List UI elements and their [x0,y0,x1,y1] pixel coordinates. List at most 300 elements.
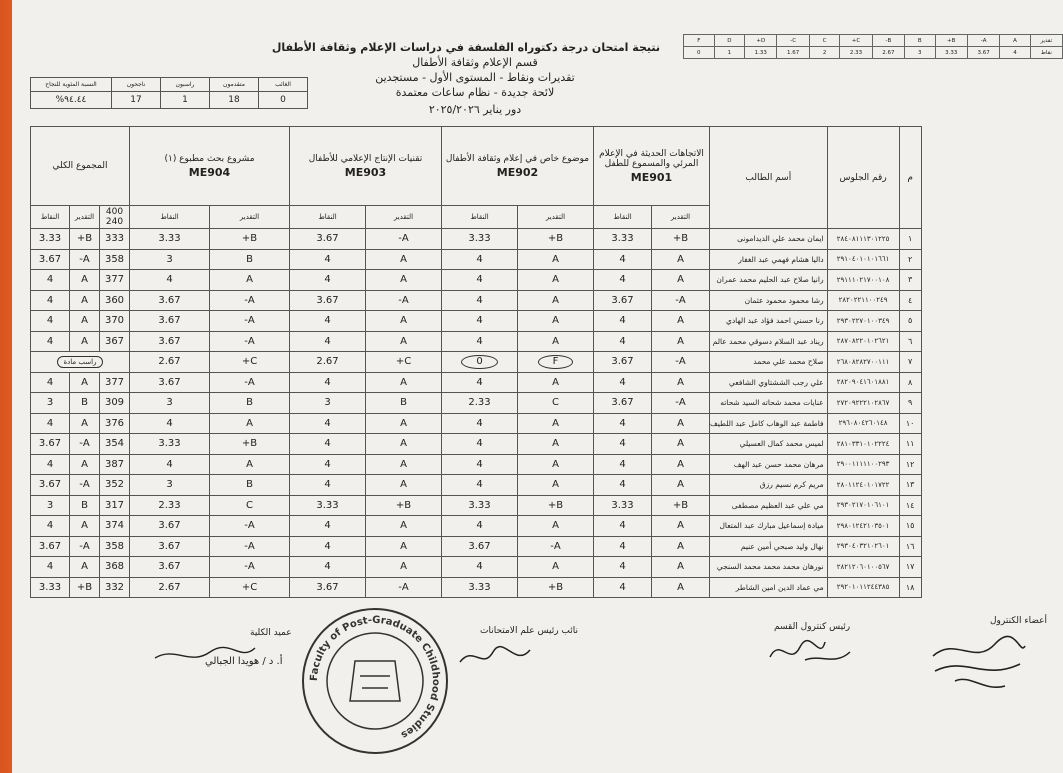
grade-me904: B [210,393,290,414]
total-points: 4 [31,413,70,434]
total-grade: B [70,495,100,516]
seat-number: ٢٨٤٠٨١١١٣٠١٢٢٥ [827,229,899,250]
grade-key-points: 2.33 [840,47,872,59]
table-row [31,393,922,414]
row-number: ١ [899,229,921,250]
points-me903: 4 [290,311,366,332]
total-score: 377 [100,270,130,291]
grade-me901: A [652,372,710,393]
total-score: 374 [100,516,130,537]
grade-me901: B+ [652,229,710,250]
grade-me901: A [652,434,710,455]
grade-me904: B [210,475,290,496]
points-me902: 3.33 [442,577,518,598]
grade-me903: A [366,413,442,434]
points-me903: 3.33 [290,495,366,516]
points-me901: 4 [594,454,652,475]
total-grade: B+ [70,577,100,598]
points-me902: 2.33 [442,393,518,414]
grade-key-points: 0 [684,47,715,59]
row-number: ٣ [899,270,921,291]
stats-header: متقدمون [210,78,259,92]
grade-me904: A [210,413,290,434]
points-me902: 4 [442,249,518,270]
grade-me903: A [366,557,442,578]
points-me903: 4 [290,536,366,557]
grade-me902: C [518,393,594,414]
points-me904: 3.67 [130,536,210,557]
points-me904: 3 [130,475,210,496]
points-me903: 4 [290,557,366,578]
grade-me901: A- [652,352,710,373]
grade-me904: B [210,249,290,270]
grade-me903: A- [366,229,442,250]
row-number: ١٨ [899,577,921,598]
student-name: عنايات محمد شحاته السيد شحاته [710,393,828,414]
student-name: نورهان محمد محمد محمد السنجي [710,557,828,578]
grade-me902: A [518,311,594,332]
points-me901: 4 [594,249,652,270]
grade-me902: B+ [518,495,594,516]
grade-me902: A [518,475,594,496]
row-number: ١٠ [899,413,921,434]
grade-key-label: A- [967,35,999,47]
total-score: 376 [100,413,130,434]
table-row [31,290,922,311]
signature-control-head [765,632,855,672]
table-row [31,413,922,434]
seat-number: ٢٨٢٠٢٢١١٠٠٢٤٩ [827,290,899,311]
total-points: 3 [31,393,70,414]
grade-me902: A [518,454,594,475]
row-number: ٦ [899,331,921,352]
points-me902: 3.33 [442,495,518,516]
grade-key-label: تقدير [1030,35,1062,47]
points-me901: 3.33 [594,229,652,250]
total-score: 367 [100,331,130,352]
grade-me902: B+ [518,577,594,598]
seat-number: ٢٨٢١٢٠٦٠١٠٠٥٦٧ [827,557,899,578]
grade-me902: A [518,331,594,352]
total-grade: B [70,393,100,414]
total-points: 4 [31,331,70,352]
total-grade: A [70,290,100,311]
total-max-subheader: 400 240 [100,206,130,229]
table-row [31,331,922,352]
stats-table [30,77,308,109]
results-table [30,126,922,598]
grade-me902: A- [518,536,594,557]
grade-me902: B+ [518,229,594,250]
total-points: 4 [31,311,70,332]
seat-number: ٢٩٢٠١٠١١٢٤٤٣٨٥ [827,577,899,598]
total-grade: A- [70,536,100,557]
grade-me904: A- [210,536,290,557]
total-score: 309 [100,393,130,414]
grade-subheader: التقدير [652,206,710,229]
grade-me901: A- [652,290,710,311]
points-me902: 3.33 [442,229,518,250]
grade-key-label: C- [777,35,809,47]
points-me902: 4 [442,270,518,291]
grade-me901: A [652,270,710,291]
total-grade: A- [70,434,100,455]
grade-me901: B+ [652,495,710,516]
faculty-seal [300,606,450,756]
grade-key-label: D+ [745,35,777,47]
row-number: ١٤ [899,495,921,516]
student-name: فاطمة عبد الوهاب كامل عبد اللطيف [710,413,828,434]
table-row [31,557,922,578]
points-me902: 4 [442,454,518,475]
total-score: 370 [100,311,130,332]
stats-header: راسبون [161,78,210,92]
course-header-me901: الاتجاهات الحديثة في الإعلام المرئي والمسموع للطفل ME901 [594,127,710,206]
total-points: 4 [31,290,70,311]
table-row [31,249,922,270]
points-me903: 4 [290,270,366,291]
student-name: مرهان محمد حسن عبد الهف [710,454,828,475]
student-name: مي علي عبد العظيم مصطفى [710,495,828,516]
points-subheader: النقاط [31,206,70,229]
table-row [31,311,922,332]
control-head-label: رئيس كنترول القسم [774,622,851,632]
grade-me901: A [652,557,710,578]
total-score: 377 [100,372,130,393]
points-me901: 4 [594,516,652,537]
grade-me904: A- [210,516,290,537]
grade-subheader: التقدير [518,206,594,229]
seat-number: ٢٩٠٠١١١١١٠٠٢٩٣ [827,454,899,475]
total-grade: A [70,516,100,537]
grade-me901: A [652,311,710,332]
grade-me904: B+ [210,229,290,250]
student-name: مريم كرم نسيم رزق [710,475,828,496]
fail-note: راسب مادة [31,352,130,373]
stats-value: 18 [210,92,259,109]
points-me901: 3.67 [594,352,652,373]
points-subheader: النقاط [290,206,366,229]
points-me904: 3.33 [130,434,210,455]
total-grade: A [70,557,100,578]
seat-number: ٢٩٣٠٢٢٧٠١٠٠٣٤٩ [827,311,899,332]
row-number: ١٣ [899,475,921,496]
grade-me902: A [518,372,594,393]
grade-key-label: B+ [935,35,967,47]
grade-key-points: نقاط [1030,47,1062,59]
row-number: ٩ [899,393,921,414]
points-me903: 4 [290,454,366,475]
row-number: ٤ [899,290,921,311]
course-header-me904: مشروع بحث مطبوع (١) ME904 [130,127,290,206]
total-points: 3 [31,495,70,516]
points-me904: 3.67 [130,557,210,578]
stats-header: الغائب [259,78,308,92]
points-me902: 4 [442,413,518,434]
student-name: لميس محمد كمال العسيلي [710,434,828,455]
stats-value: 0 [259,92,308,109]
grade-me903: A [366,475,442,496]
student-name: نهال وليد صبحي أمين عنيم [710,536,828,557]
points-me903: 4 [290,516,366,537]
stats-value: 1 [161,92,210,109]
grade-me903: B [366,393,442,414]
grade-me901: A [652,413,710,434]
total-grade: A- [70,249,100,270]
points-me903: 3.67 [290,229,366,250]
grade-me902: A [518,413,594,434]
grade-me904: A- [210,290,290,311]
total-grade: A [70,311,100,332]
grade-me903: A [366,372,442,393]
seat-number: ٢٨٧٠٨٢٢٠١٠٢٦٢١ [827,331,899,352]
total-grade: A- [70,475,100,496]
points-me901: 3.67 [594,290,652,311]
points-me904: 2.33 [130,495,210,516]
grade-me904: A- [210,331,290,352]
row-number: ١٥ [899,516,921,537]
grade-me903: A [366,249,442,270]
points-me901: 4 [594,331,652,352]
total-grade: A [70,413,100,434]
grade-subheader: التقدير [70,206,100,229]
seal-text: Faculty of Post-Graduate Childhood Studies [308,614,442,741]
grade-me903: A- [366,290,442,311]
grade-me901: A [652,454,710,475]
points-me901: 4 [594,413,652,434]
row-number: ١٦ [899,536,921,557]
table-row [31,352,922,373]
row-number: ٨ [899,372,921,393]
points-me904: 3 [130,249,210,270]
points-me903: 4 [290,413,366,434]
total-grade: A [70,270,100,291]
grade-me903: A [366,454,442,475]
col-number-header: م [899,127,921,229]
grade-me904: A- [210,311,290,332]
points-me903: 4 [290,475,366,496]
seat-number: ٢٩١٠٤٠١٠١٠١٦٦١ [827,249,899,270]
total-grade: A [70,454,100,475]
points-me901: 4 [594,270,652,291]
seat-number: ٢٦٨٠٨٢٨٢٧٠٠١١١ [827,352,899,373]
grade-me903: A [366,331,442,352]
row-number: ٢ [899,249,921,270]
grade-subheader: التقدير [210,206,290,229]
points-me901: 4 [594,372,652,393]
points-me904: 4 [130,413,210,434]
grade-me904: A [210,270,290,291]
stats-header: النسبة المئوية للنجاح [31,78,112,92]
points-me904: 3 [130,393,210,414]
grade-me904: A [210,454,290,475]
student-name: داليا هشام فهمي عبد الغفار [710,249,828,270]
student-name: ريناد عبد السلام دسوقي محمد عالم [710,331,828,352]
control-members-label: أعضاء الكنترول [990,616,1048,626]
seat-number: ٢٧٢٠٩٢٢٢١٠٢٨٦٧ [827,393,899,414]
header-session: دور يناير ٢٠٢٥/٢٠٢٦ [428,103,522,116]
seat-number: ٢٩٦٠٨٠٤٢٦٠١٤٨ [827,413,899,434]
grade-me904: C [210,495,290,516]
points-me904: 3.67 [130,516,210,537]
points-me902: 4 [442,331,518,352]
header-level: تقديرات ونقاط - المستوى الأول - مستجدين [375,71,575,84]
total-points: 4 [31,516,70,537]
points-subheader: النقاط [594,206,652,229]
grade-key-points: 3.33 [935,47,967,59]
points-me902: 4 [442,434,518,455]
signature-members [925,626,1030,696]
student-name: رشا محمود محمود عثمان [710,290,828,311]
student-name: مي عماد الدين امين الشاطر [710,577,828,598]
grade-key-label: D [714,35,745,47]
total-points: 3.67 [31,475,70,496]
grade-key-points: 3.67 [967,47,999,59]
grade-me902: A [518,290,594,311]
points-me904: 2.67 [130,577,210,598]
grade-me904: A- [210,372,290,393]
seat-number: ٢٨١٠٣٣١٠١٠٢٢٢٤ [827,434,899,455]
total-points: 3.33 [31,577,70,598]
header-regulation: لائحة جديدة - نظام ساعات معتمدة [395,86,555,99]
table-row [31,536,922,557]
grade-key-label: C [809,35,839,47]
total-grade: A [70,331,100,352]
total-score: 368 [100,557,130,578]
total-score: 352 [100,475,130,496]
table-row [31,454,922,475]
points-me903: 3 [290,393,366,414]
grade-me903: A [366,434,442,455]
row-number: ١٢ [899,454,921,475]
table-row [31,372,922,393]
grade-me901: A [652,536,710,557]
points-me904: 3.67 [130,372,210,393]
grade-me903: A [366,516,442,537]
grade-me902: A [518,249,594,270]
points-me902: 4 [442,475,518,496]
header-title: نتيجة امتحان درجة دكتوراه الفلسفة في دراسات الإعلام وثقافة الأطفال [271,41,660,54]
table-row [31,516,922,537]
header-department: قسم الإعلام وثقافة الأطفال [412,56,538,69]
total-score: 360 [100,290,130,311]
grade-key-points: 3 [905,47,935,59]
points-me901: 4 [594,577,652,598]
total-score: 354 [100,434,130,455]
grade-subheader: التقدير [366,206,442,229]
points-me904: 2.67 [130,352,210,373]
grade-key-points: 2 [809,47,839,59]
table-row [31,577,922,598]
grade-me902: A [518,516,594,537]
grade-key-label: F [684,35,715,47]
grade-key-label: B [905,35,935,47]
points-me902: 4 [442,290,518,311]
col-name-header: أسم الطالب [710,127,828,229]
grade-key-label: C+ [840,35,872,47]
seat-number: ٢٩٣٠٢١٧٠١٠٦١٠١ [827,495,899,516]
student-name: صلاح محمد علي محمد [710,352,828,373]
points-me901: 4 [594,434,652,455]
grade-key-points: 1 [714,47,745,59]
stats-value: 17 [112,92,161,109]
grade-me904: C+ [210,577,290,598]
row-number: ٧ [899,352,921,373]
points-me902: 4 [442,516,518,537]
total-points: 4 [31,270,70,291]
points-me902: 4 [442,557,518,578]
grade-me904: C+ [210,352,290,373]
seat-number: ٢٨٠١١٢٤٠١٠١٧٢٢ [827,475,899,496]
points-me903: 2.67 [290,352,366,373]
course-header-me902: موضوع خاص في إعلام وثقافة الأطفال ME902 [442,127,594,206]
student-name: ايمان محمد علي الديدامونى [710,229,828,250]
total-score: 387 [100,454,130,475]
student-name: رنا حسني احمد فؤاد عبد الهادي [710,311,828,332]
points-me902: 0 [442,352,518,373]
grade-me904: B+ [210,434,290,455]
points-me904: 3.33 [130,229,210,250]
vice-dean-label: نائب رئيس علم الامتحانات [480,626,578,636]
dean-label: عميد الكلية [250,628,292,638]
grade-me903: C+ [366,352,442,373]
course-header-me903: تقنيات الإنتاج الإعلامي للأطفال ME903 [290,127,442,206]
points-me903: 4 [290,434,366,455]
total-grade: A [70,372,100,393]
grade-key-points: 1.33 [745,47,777,59]
grade-me901: A [652,475,710,496]
grade-me901: A [652,331,710,352]
total-grade: B+ [70,229,100,250]
points-me902: 4 [442,372,518,393]
grade-me903: A- [366,577,442,598]
points-me901: 4 [594,557,652,578]
points-me903: 4 [290,331,366,352]
table-row [31,434,922,455]
grade-me903: B+ [366,495,442,516]
points-me901: 4 [594,475,652,496]
total-points: 3.67 [31,249,70,270]
points-me904: 3.67 [130,290,210,311]
grade-me902: F [518,352,594,373]
row-number: ٥ [899,311,921,332]
points-me904: 3.67 [130,311,210,332]
grade-key-points: 2.67 [872,47,904,59]
table-row [31,475,922,496]
points-me904: 4 [130,454,210,475]
points-me903: 4 [290,249,366,270]
seat-number: ٢٨٢٠٩٠٤١٦٠١٨٨١ [827,372,899,393]
total-points: 4 [31,454,70,475]
total-score: 332 [100,577,130,598]
grade-me903: A [366,536,442,557]
seat-number: ٢٩٨٠١٢٤٢١٠٣٥٠١ [827,516,899,537]
signature-dean [150,640,260,670]
grades-key-table [683,34,1063,59]
grade-key-label: A [1000,35,1030,47]
total-score: 358 [100,249,130,270]
grade-key-points: 4 [1000,47,1030,59]
stats-header: ناجحون [112,78,161,92]
points-me902: 4 [442,311,518,332]
grade-me901: A [652,516,710,537]
total-points: 4 [31,557,70,578]
seat-number: ٢٩٣٠٤٠٣٢١٠٢٦٠١ [827,536,899,557]
points-me901: 4 [594,311,652,332]
row-number: ١١ [899,434,921,455]
student-name: علي رجب الششتاوي الشافعي [710,372,828,393]
dean-name: أ. د / هويدا الجبالي [205,656,283,667]
